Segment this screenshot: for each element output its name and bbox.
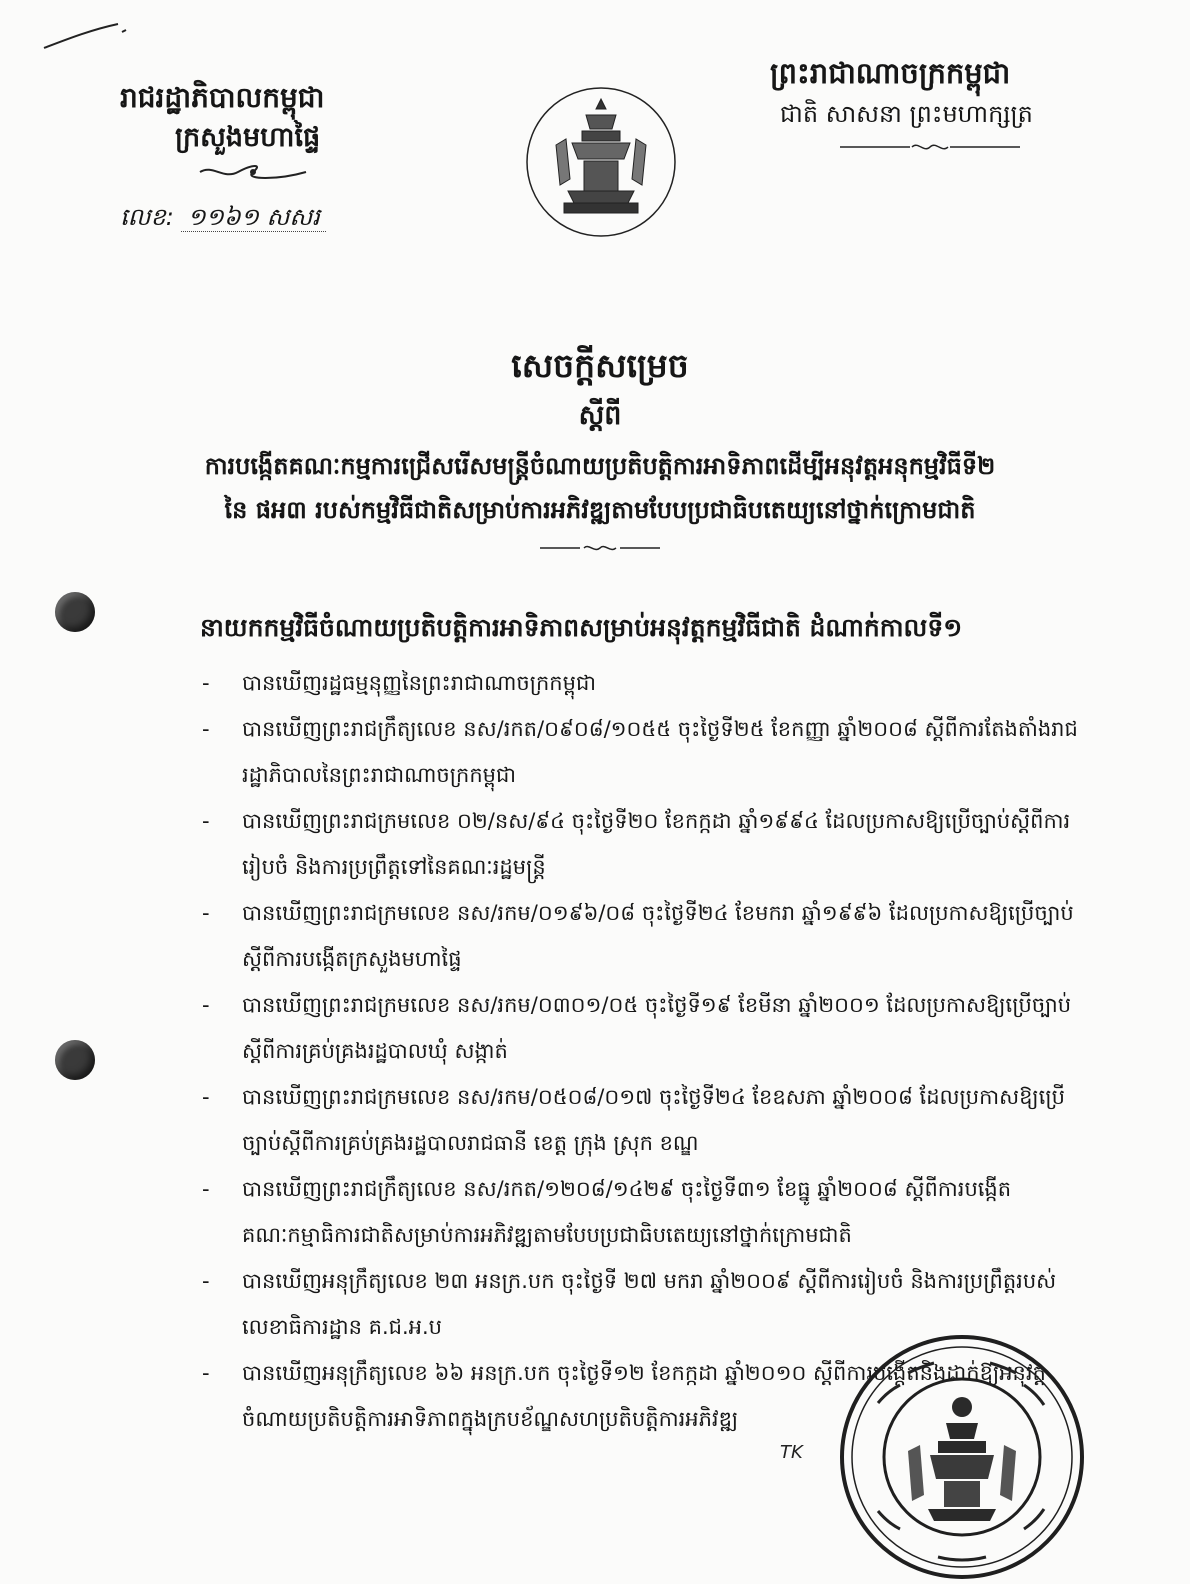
reference-value: ១១៦១ សសរ [181, 203, 325, 232]
citation-text: បានឃើញព្រះរាជក្រមលេខ នស/រកម/០៥០៨/០១៧ ចុះថ្ងៃទី២៤ ខែឧសភា ឆ្នាំ២០០៨ ដែលប្រកាសឱ្យប្រើច្បាប់ស្តីពីការគ្រប់គ្រងរដ្ឋបាលរាជធានី ខេត្ត ក្រុង ស្រុក ខណ្ឌ [242, 1085, 1065, 1155]
ornament-divider-icon [198, 164, 308, 180]
kingdom-name: ព្រះរាជាណាចក្រកម្ពុជា [770, 56, 1011, 90]
list-item [202, 798, 1102, 890]
list-dash: - [202, 901, 210, 925]
list-dash: - [202, 809, 210, 833]
citation-text: បានឃើញរដ្ឋធម្មនុញ្ញនៃព្រះរាជាណាចក្រកម្ពុជា [242, 671, 596, 695]
list-item [202, 1074, 1102, 1166]
ornament-divider-icon [540, 542, 660, 554]
citation-text: បានឃើញអនុក្រឹត្យលេខ ៦៦ អនក្រ.បក ចុះថ្ងៃទី១២ ខែកក្កដា ឆ្នាំ២០១០ ស្តីពីការបង្កើតនិងដាក់ឱ្យអនុវត្តចំណាយប្រតិបត្តិការអាទិភាពក្នុងក្របខ័ណ្ឌសហប្រតិបត្តិការអភិវឌ្ឍ [242, 1361, 1046, 1431]
list-dash: - [202, 1177, 210, 1201]
subject-line: នៃ ផអ៣ របស់កម្មវិធីជាតិសម្រាប់ការអភិវឌ្ឍតាមបែបប្រជាធិបតេយ្យនៅថ្នាក់ក្រោមជាតិ [224, 496, 976, 524]
ornament-divider-icon [840, 140, 1020, 154]
list-item [202, 1166, 1102, 1258]
citation-text: បានឃើញព្រះរាជក្រឹត្យលេខ នស/រកត/១២០៨/១៤២៩ ចុះថ្ងៃទី៣១ ខែធ្នូ ឆ្នាំ២០០៨ ស្តីពីការបង្កើតគណៈកម្មាធិការជាតិសម្រាប់ការអភិវឌ្ឍតាមបែបប្រជាធិបតេយ្យនៅថ្នាក់ក្រោមជាតិ [242, 1177, 1012, 1247]
issuer-line: នាយកកម្មវិធីចំណាយប្រតិបត្តិការអាទិភាពសម្រាប់អនុវត្តកម្មវិធីជាតិ ដំណាក់កាលទី១ [200, 613, 963, 642]
document-type: សេចក្តីសម្រេច [511, 346, 689, 385]
ministry-header [120, 78, 420, 234]
binder-hole [55, 1040, 95, 1080]
citation-text: បានឃើញព្រះរាជក្រមលេខ នស/រកម/០១៩៦/០៨ ចុះថ្ងៃទី២៤ ខែមករា ឆ្នាំ១៩៩៦ ដែលប្រកាសឱ្យប្រើច្បាប់ស្តីពីការបង្កើតក្រសួងមហាផ្ទៃ [242, 901, 1074, 971]
citation-text: បានឃើញព្រះរាជក្រមលេខ ០២/នស/៩៤ ចុះថ្ងៃទី២០ ខែកក្កដា ឆ្នាំ១៩៩៤ ដែលប្រកាសឱ្យប្រើច្បាប់ស្តីពីការរៀបចំ និងការប្រព្រឹត្តទៅនៃគណៈរដ្ឋមន្ត្រី [242, 809, 1071, 879]
list-item [202, 982, 1102, 1074]
list-item [202, 660, 1102, 706]
ministry-name: ក្រសួងមហាផ្ទៃ [175, 122, 321, 153]
government-name: រាជរដ្ឋាភិបាលកម្ពុជា [120, 81, 325, 114]
reference-label: លេខ: [120, 203, 174, 231]
list-dash: - [202, 671, 210, 695]
list-item [202, 706, 1102, 798]
list-item [202, 890, 1102, 982]
reference-number [120, 200, 420, 234]
ministry-seal-icon [838, 1333, 1086, 1581]
subject-line: ការបង្កើតគណៈកម្មការជ្រើសរើសមន្ត្រីចំណាយប្រតិបត្តិការអាទិភាពដើម្បីអនុវត្តអនុកម្មវិធីទី២ [204, 452, 996, 480]
citations-list [202, 660, 1102, 1442]
binder-hole [55, 592, 95, 632]
royal-emblem-icon [524, 85, 678, 239]
citation-text: បានឃើញអនុក្រឹត្យលេខ ២៣ អនក្រ.បក ចុះថ្ងៃទី ២៧ មករា ឆ្នាំ២០០៩ ស្តីពីការរៀបចំ និងការប្រព្រឹត្តរបស់លេខាធិការដ្ឋាន គ.ជ.អ.ប [242, 1269, 1057, 1339]
kingdom-header [770, 52, 1100, 154]
list-dash: - [202, 1269, 210, 1293]
list-dash: - [202, 1085, 210, 1109]
list-dash: - [202, 1361, 210, 1385]
national-motto: ជាតិ សាសនា ព្រះមហាក្សត្រ [780, 100, 1033, 128]
list-dash: - [202, 717, 210, 741]
about-label: ស្តីពី [578, 400, 622, 431]
list-dash: - [202, 993, 210, 1017]
pen-mark [40, 18, 130, 58]
citation-text: បានឃើញព្រះរាជក្រមលេខ នស/រកម/០៣០១/០៥ ចុះថ្ងៃទី១៩ ខែមីនា ឆ្នាំ២០០១ ដែលប្រកាសឱ្យប្រើច្បាប់ស្តីពីការគ្រប់គ្រងរដ្ឋបាលឃុំ សង្កាត់ [242, 993, 1072, 1063]
title-block [130, 342, 1070, 554]
citation-text: បានឃើញព្រះរាជក្រឹត្យលេខ នស/រកត/០៩០៨/១០៥៥ ចុះថ្ងៃទី២៥ ខែកញ្ញា ឆ្នាំ២០០៨ ស្តីពីការតែងតាំងរាជរដ្ឋាភិបាលនៃព្រះរាជាណាចក្រកម្ពុជា [242, 717, 1078, 787]
initials-mark: TK [780, 1442, 803, 1463]
